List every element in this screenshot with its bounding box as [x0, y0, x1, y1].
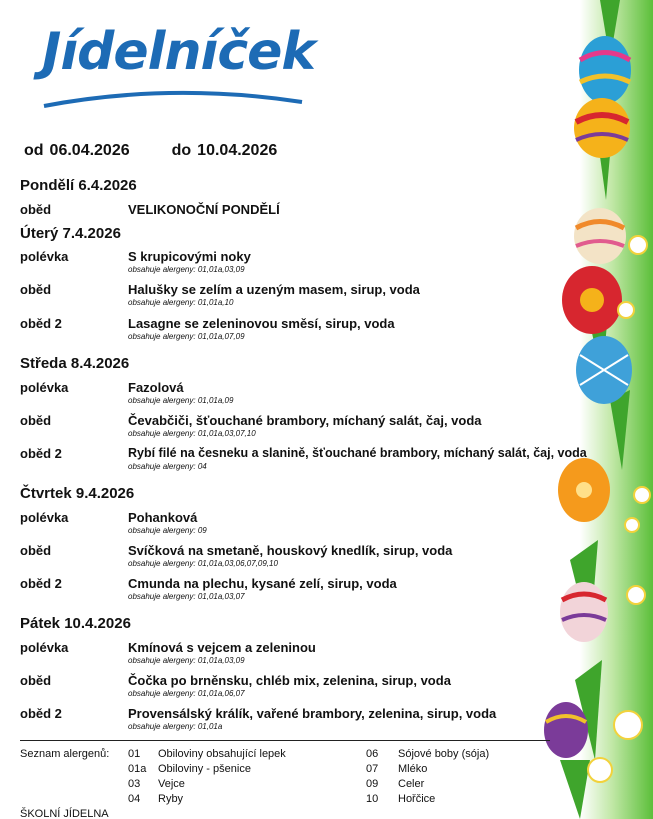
day-heading: Středa 8.4.2026 — [20, 355, 130, 372]
allergen-name: Vejce — [158, 778, 185, 790]
dish-allergens: obsahuje alergeny: 09 — [128, 526, 207, 535]
allergen-name: Mléko — [398, 763, 428, 775]
range-to-date: 10.04.2026 — [197, 142, 278, 159]
dish-name: Lasagne se zeleninovou směsí, sirup, voda — [128, 316, 395, 331]
allergen-code: 06 — [366, 748, 379, 760]
egg-icon — [558, 458, 610, 522]
dish-name: Čočka po brněnsku, chléb mix, zelenina, sirup, voda — [128, 673, 451, 688]
dish-name: Kmínová s vejcem a zeleninou — [128, 640, 316, 655]
date-range — [24, 142, 283, 160]
range-to-label: do — [171, 142, 192, 159]
dish-allergens: obsahuje alergeny: 01,01a,03,07,10 — [128, 429, 256, 438]
meal-type: oběd — [20, 413, 52, 428]
allergen-name: Obiloviny - pšenice — [158, 763, 251, 775]
meal-type: oběd 2 — [20, 706, 62, 721]
day-heading: Pondělí 6.4.2026 — [20, 177, 137, 194]
dish-allergens: obsahuje alergeny: 01,01a,07,09 — [128, 332, 245, 341]
dish-name: S krupicovými noky — [128, 249, 251, 264]
title-underline — [40, 86, 305, 110]
allergen-code: 01a — [128, 763, 147, 775]
dish-name: Čevabčiči, šťouchané brambory, míchaný salát, čaj, voda — [128, 413, 482, 428]
flower-icon — [627, 586, 645, 604]
flower-icon — [588, 758, 612, 782]
page-title: Jídelníček — [42, 22, 316, 82]
dish-allergens: obsahuje alergeny: 01,01a,03,09 — [128, 656, 245, 665]
dish-allergens: obsahuje alergeny: 01,01a — [128, 722, 223, 731]
easter-decoration — [540, 0, 653, 819]
allergen-code: 01 — [128, 748, 141, 760]
egg-icon — [576, 336, 632, 404]
egg-icon — [579, 36, 631, 104]
day-heading: Čtvrtek 9.4.2026 — [20, 485, 135, 502]
allergen-name: Obiloviny obsahující lepek — [158, 748, 286, 760]
range-from-label: od — [24, 142, 44, 159]
flower-icon — [629, 236, 647, 254]
dish-name: Cmunda na plechu, kysané zelí, sirup, voda — [128, 576, 397, 591]
dish-allergens: obsahuje alergeny: 04 — [128, 462, 207, 471]
egg-icon — [560, 582, 608, 642]
dish-name: VELIKONOČNÍ PONDĚLÍ — [128, 202, 280, 217]
egg-icon — [574, 208, 626, 264]
allergen-code: 03 — [128, 778, 141, 790]
allergen-code: 09 — [366, 778, 379, 790]
dish-allergens: obsahuje alergeny: 01,01a,03,09 — [128, 265, 245, 274]
flower-icon — [634, 487, 650, 503]
allergen-code: 04 — [128, 793, 141, 805]
flower-icon — [625, 518, 639, 532]
flower-icon — [614, 711, 642, 739]
dish-name: Pohanková — [128, 510, 198, 525]
dish-allergens: obsahuje alergeny: 01,01a,03,07 — [128, 592, 245, 601]
meal-type: polévka — [20, 640, 69, 655]
legend-divider — [20, 740, 550, 741]
dish-name: Svíčková na smetaně, houskový knedlík, sirup, voda — [128, 543, 453, 558]
meal-type: oběd — [20, 673, 52, 688]
dish-allergens: obsahuje alergeny: 01,01a,06,07 — [128, 689, 245, 698]
meal-type: oběd 2 — [20, 446, 62, 461]
day-heading: Pátek 10.4.2026 — [20, 615, 131, 632]
dish-allergens: obsahuje alergeny: 01,01a,09 — [128, 396, 234, 405]
allergen-code: 07 — [366, 763, 379, 775]
flower-icon — [618, 302, 634, 318]
allergen-name: Hořčice — [398, 793, 436, 805]
dish-name: Provensálský králík, vařené brambory, zelenina, sirup, voda — [128, 706, 497, 721]
allergen-name: Ryby — [158, 793, 184, 805]
meal-type: oběd — [20, 282, 52, 297]
allergen-name: Celer — [398, 778, 425, 790]
egg-icon — [544, 702, 588, 758]
dish-allergens: obsahuje alergeny: 01,01a,10 — [128, 298, 234, 307]
meal-type: oběd — [20, 202, 52, 217]
meal-type: polévka — [20, 380, 69, 395]
day-heading: Úterý 7.4.2026 — [20, 225, 121, 242]
range-from-date: 06.04.2026 — [49, 142, 130, 159]
egg-icon — [562, 266, 622, 334]
dish-name: Fazolová — [128, 380, 184, 395]
legend-label: Seznam alergenů: — [20, 748, 110, 760]
meal-type: oběd 2 — [20, 576, 62, 591]
dish-name: Rybí filé na česneku a slanině, šťouchané brambory, míchaný salát, čaj, voda — [128, 446, 587, 460]
meal-type: oběd — [20, 543, 52, 558]
meal-type: polévka — [20, 249, 69, 264]
footer-label: ŠKOLNÍ JÍDELNA — [20, 808, 109, 819]
meal-type: polévka — [20, 510, 69, 525]
egg-icon — [574, 98, 630, 158]
dish-allergens: obsahuje alergeny: 01,01a,03,06,07,09,10 — [128, 559, 278, 568]
allergen-name: Sójové boby (sója) — [398, 748, 490, 760]
dish-name: Halušky se zelím a uzeným masem, sirup, voda — [128, 282, 420, 297]
allergen-code: 10 — [366, 793, 379, 805]
meal-type: oběd 2 — [20, 316, 62, 331]
